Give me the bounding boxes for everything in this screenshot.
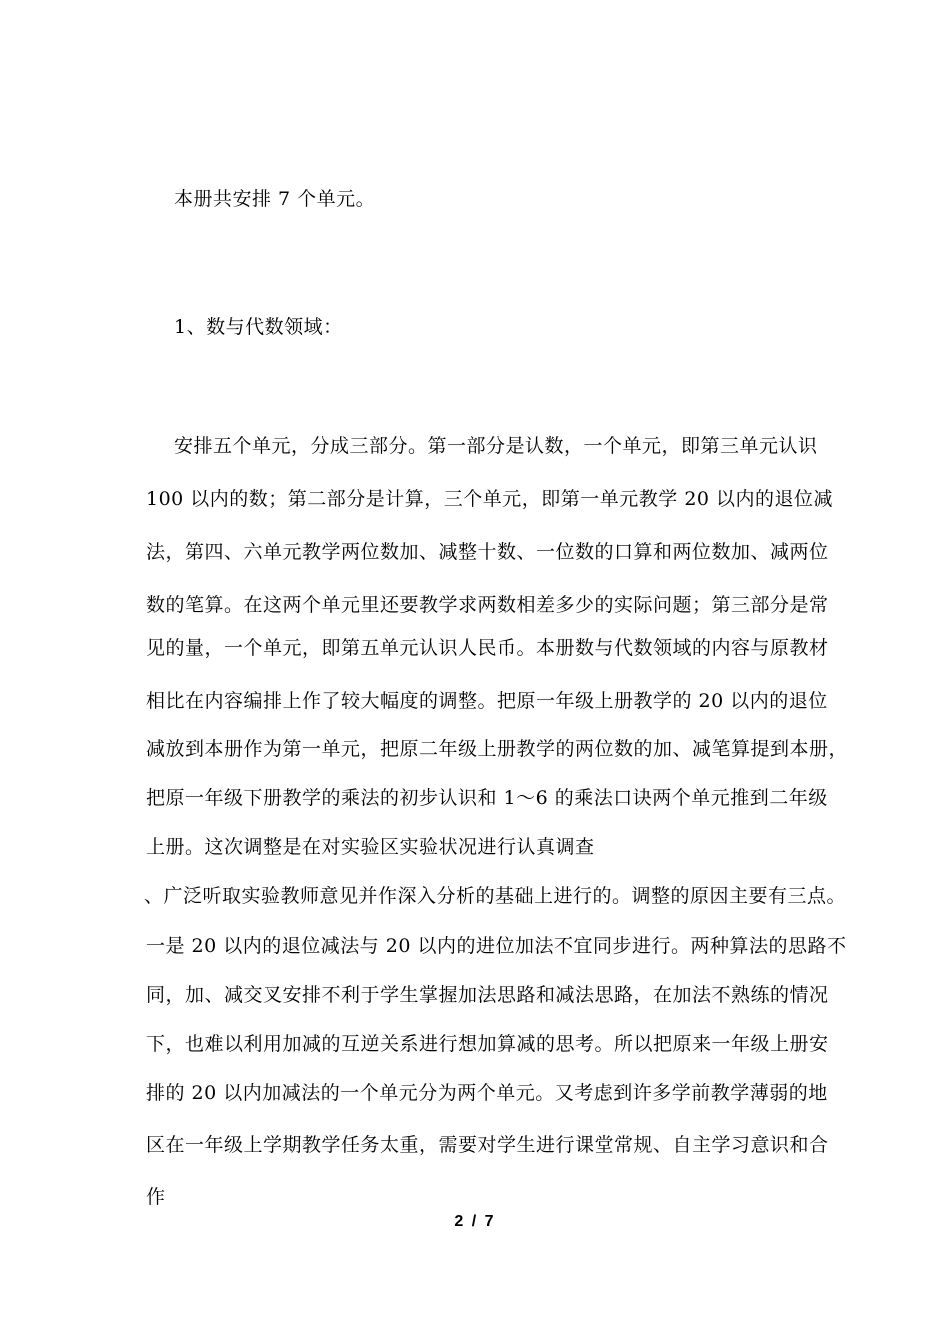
page-number: 2 / 7 (454, 1213, 496, 1230)
body-line: 上册。这次调整是在对实验区实验状况进行认真调查 (146, 836, 595, 858)
body-line: 相比在内容编排上作了较大幅度的调整。把原一年级上册教学的 20 以内的退位 (146, 690, 828, 712)
body-line: 数的笔算。在这两个单元里还要教学求两数相差多少的实际问题；第三部分是常 (146, 594, 829, 616)
section-heading: 1、数与代数领域： (174, 316, 343, 338)
body-line: 安排五个单元，分成三部分。第一部分是认数，一个单元，即第三单元认识 (174, 435, 818, 457)
body-line: 100 以内的数；第二部分是计算，三个单元，即第一单元教学 20 以内的退位减 (146, 488, 834, 510)
body-line: 见的量，一个单元，即第五单元认识人民币。本册数与代数领域的内容与原教材 (146, 637, 829, 659)
body-line: 排的 20 以内加减法的一个单元分为两个单元。又考虑到许多学前教学薄弱的地 (146, 1082, 828, 1104)
body-line: 、广泛听取实验教师意见并作深入分析的基础上进行的。调整的原因主要有三点。 (144, 885, 847, 907)
intro-paragraph: 本册共安排 7 个单元。 (174, 188, 376, 210)
body-line: 法，第四、六单元教学两位数加、减整十数、一位数的口算和两位数加、减两位 (146, 541, 829, 563)
body-line: 减放到本册作为第一单元，把原二年级上册教学的两位数的加、减笔算提到本册， (146, 738, 849, 760)
body-line: 把原一年级下册教学的乘法的初步认识和 1～6 的乘法口诀两个单元推到二年级 (146, 787, 828, 809)
body-line: 下，也难以利用加减的互逆关系进行想加算减的思考。所以把原来一年级上册安 (146, 1033, 829, 1055)
body-line: 作 (146, 1186, 166, 1208)
body-line: 同，加、减交叉安排不利于学生掌握加法思路和减法思路，在加法不熟练的情况 (146, 984, 829, 1006)
body-line: 区在一年级上学期教学任务太重，需要对学生进行课堂常规、自主学习意识和合 (146, 1134, 829, 1156)
body-line: 一是 20 以内的退位减法与 20 以内的进位加法不宜同步进行。两种算法的思路不 (146, 935, 847, 957)
